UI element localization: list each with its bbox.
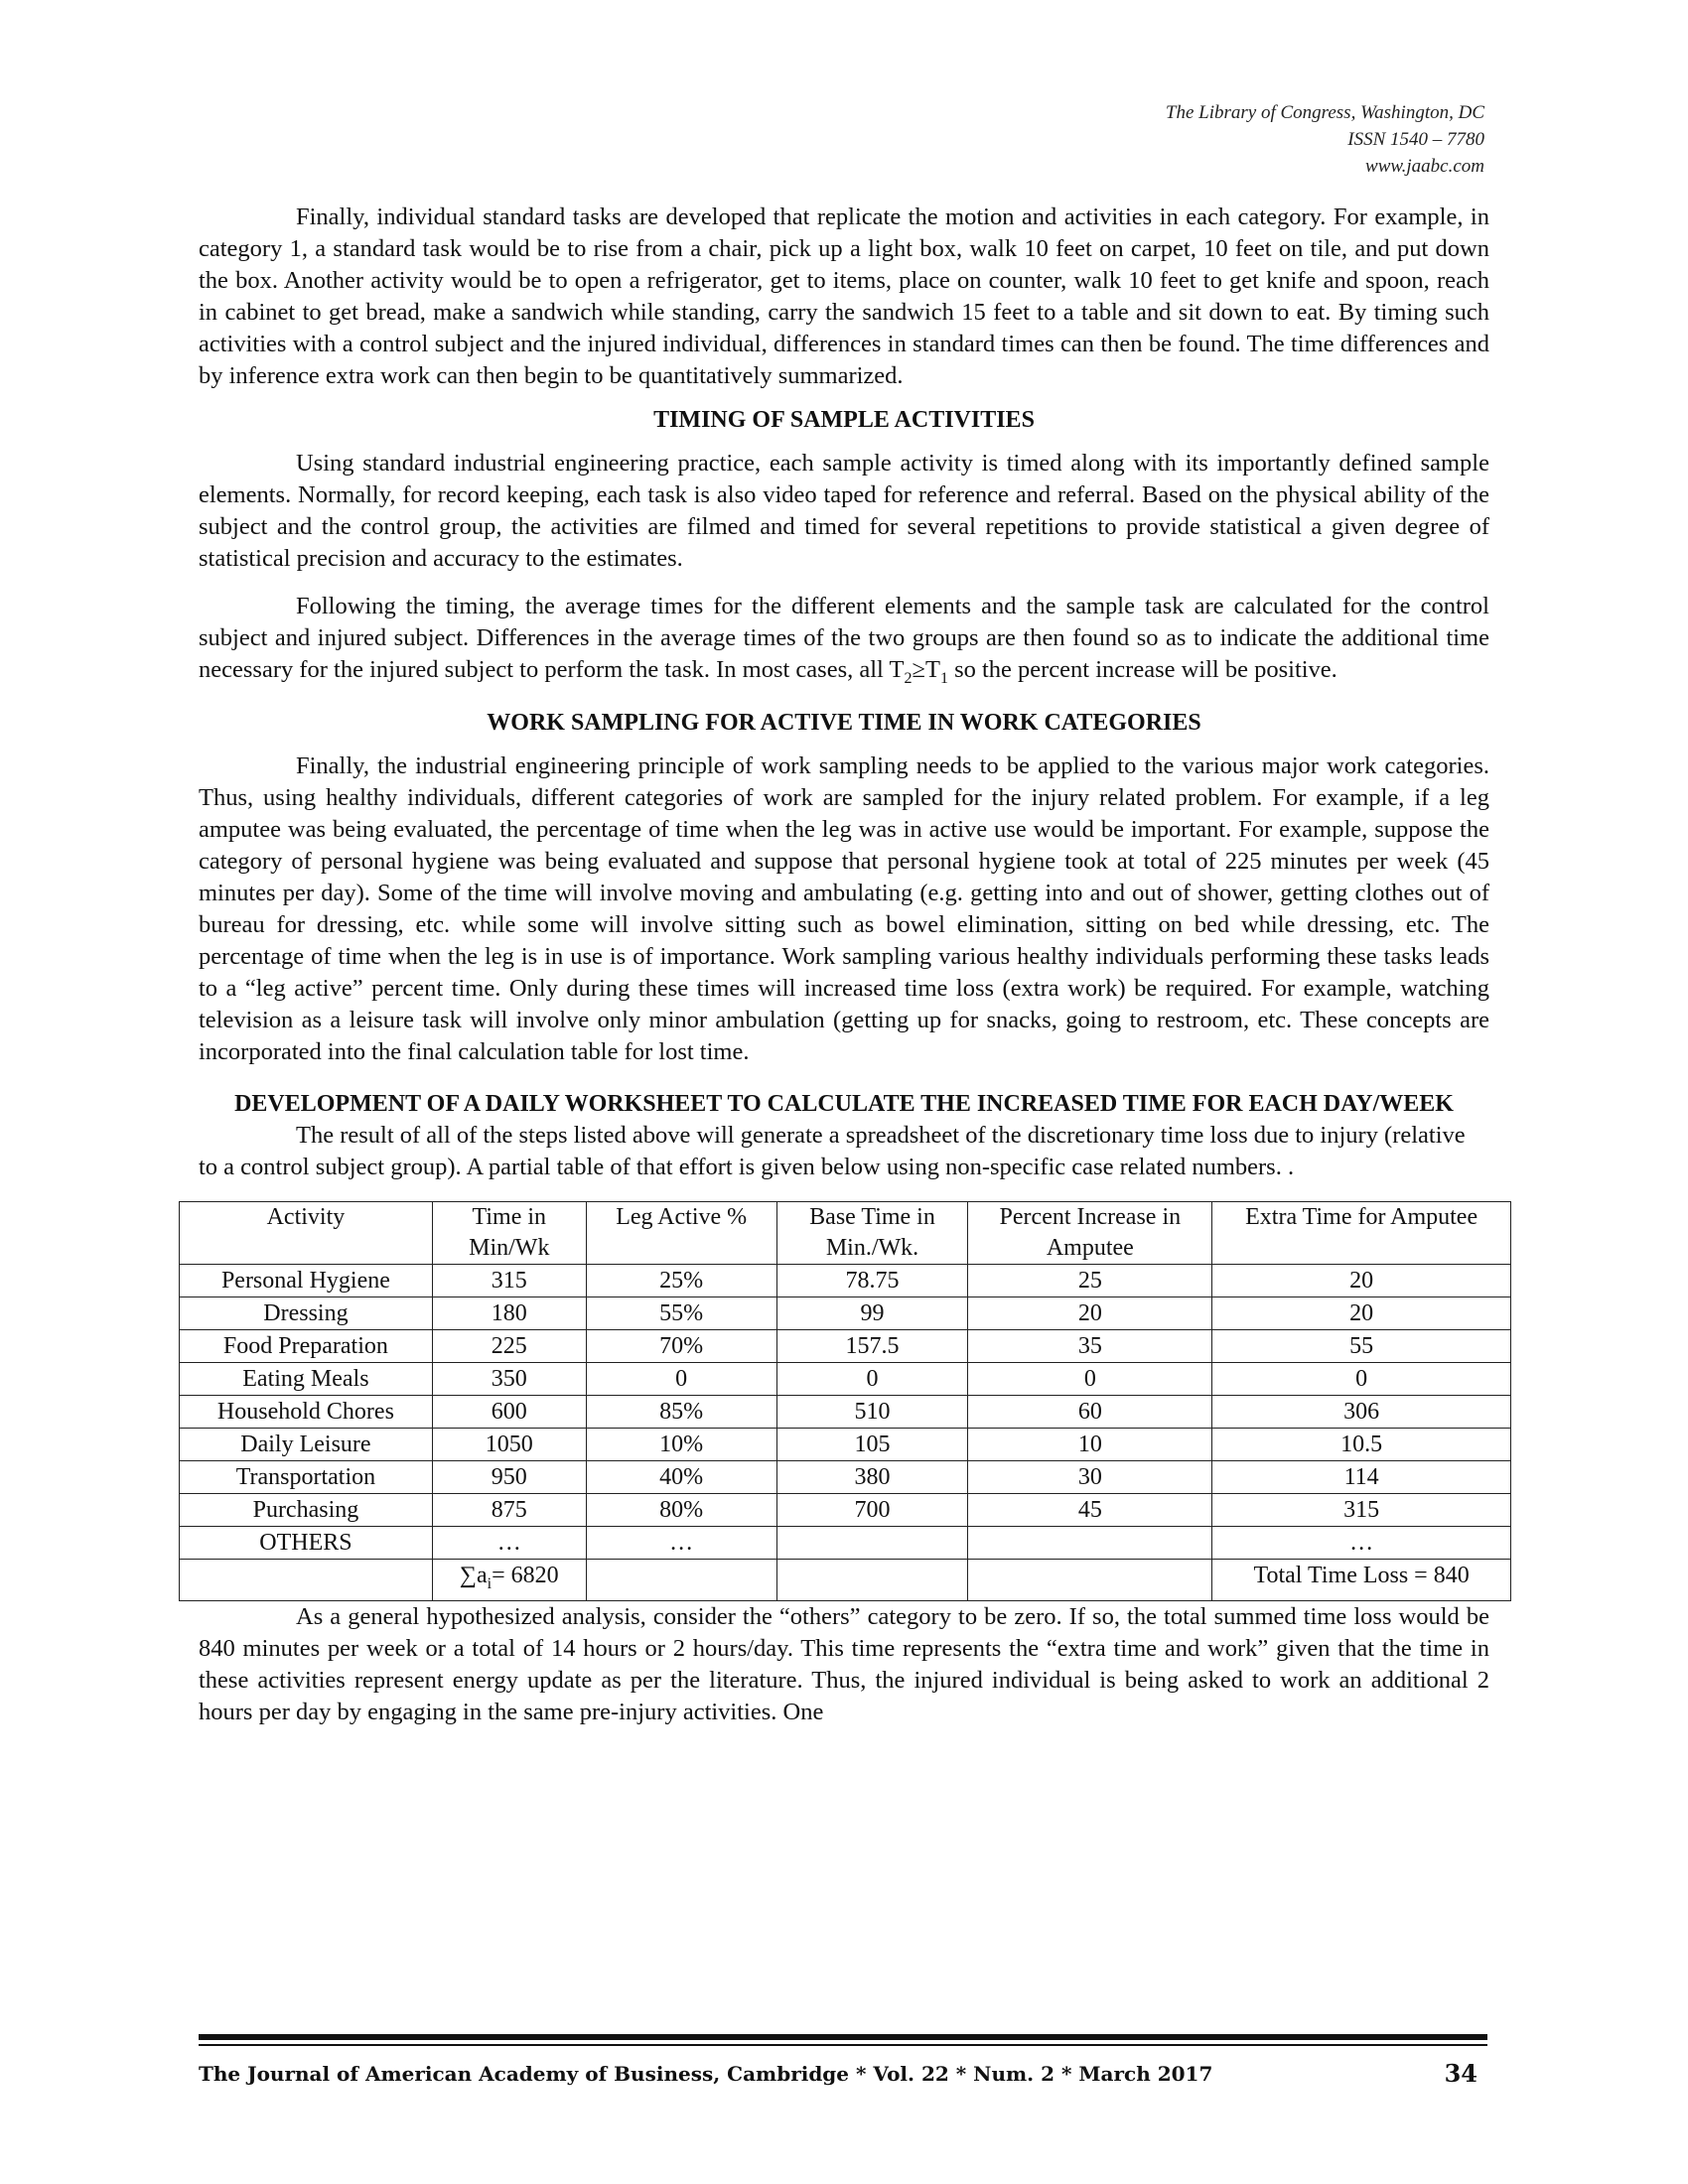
paragraph-timing-practice: Using standard industrial engineering practice, each sample activity is timed along with its importantly defined sample elements. Normally, for record keeping, each task is also video taped for reference and referral. Based on the physical ability of the subject and the control group, the activities are filmed and timed for several repetitions to provide statistical a given degree of statistical precision and accuracy to the estimates.: [199, 450, 1489, 572]
cell-percent-increase: 30: [968, 1460, 1212, 1493]
p3-ge: ≥T: [912, 656, 940, 683]
cell-time: 225: [432, 1329, 586, 1362]
heading-timing: TIMING OF SAMPLE ACTIVITIES: [653, 407, 1035, 433]
table-row: [180, 1395, 1511, 1428]
cell-extra-time: 306: [1212, 1395, 1511, 1428]
cell-time: 1050: [432, 1428, 586, 1460]
column-header-time: Time in Min/Wk: [432, 1201, 586, 1264]
paragraph-standard-tasks: Finally, individual standard tasks are developed that replicate the motion and activities in each category. For example, in category 1, a standard task would be to rise from a chair, pick up a light box, walk 10 feet on carpet, 10 feet on tile, and put down the box. Another activity would be to open a refrigerator, get to items, place on counter, walk 10 feet to get knife and spoon, reach in cabinet to get bread, make a sandwich while standing, carry the sandwich 15 feet to a table and sit down to eat. By timing such activities with a control subject and the injured individual, differences in standard times can then be found. The time differences and by inference extra work can then begin to be quantitatively summarized.: [199, 204, 1489, 389]
cell-leg-active: 0: [586, 1362, 776, 1395]
cell-percent-increase: 35: [968, 1329, 1212, 1362]
cell-extra-time: 20: [1212, 1264, 1511, 1297]
cell-extra-time: 20: [1212, 1297, 1511, 1329]
cell-total-pct: [968, 1559, 1212, 1600]
cell-base-time: 700: [776, 1493, 968, 1526]
footer-journal-citation: The Journal of American Academy of Business, Cambridge * Vol. 22 * Num. 2 * March 2017: [199, 2062, 1213, 2086]
cell-base-time: 99: [776, 1297, 968, 1329]
sum-subscript: i: [487, 1574, 492, 1592]
table-row: [180, 1264, 1511, 1297]
header-issn: ISSN 1540 – 7780: [1347, 129, 1484, 150]
p3-t2: T: [889, 656, 905, 683]
cell-time: 875: [432, 1493, 586, 1526]
cell-percent-increase: 10: [968, 1428, 1212, 1460]
cell-base-time: 78.75: [776, 1264, 968, 1297]
heading-work-sampling: WORK SAMPLING FOR ACTIVE TIME IN WORK CATEGORIES: [487, 709, 1201, 736]
table-row: [180, 1362, 1511, 1395]
cell-activity: Daily Leisure: [180, 1428, 433, 1460]
column-header-percent-increase: Percent Increase in Amputee: [968, 1201, 1212, 1264]
cell-total-activity: [180, 1559, 433, 1600]
cell-extra-time: 10.5: [1212, 1428, 1511, 1460]
p3-sub1: 1: [939, 669, 948, 687]
cell-base-time: [776, 1526, 968, 1559]
cell-total-time-loss: Total Time Loss = 840: [1212, 1559, 1511, 1600]
cell-leg-active: 10%: [586, 1428, 776, 1460]
cell-extra-time: …: [1212, 1526, 1511, 1559]
cell-leg-active: 70%: [586, 1329, 776, 1362]
p3-text-after: so the percent increase will be positive.: [947, 656, 1337, 683]
article-body: [199, 202, 1489, 1728]
table-row: [180, 1493, 1511, 1526]
cell-leg-active: 25%: [586, 1264, 776, 1297]
paragraph-spreadsheet-intro: The result of all of the steps listed above will generate a spreadsheet of the discretionary time loss due to injury (relative to a control subject group). A partial table of that effort is given below using non-specific case related numbers. .: [199, 1121, 1466, 1180]
cell-extra-time: 0: [1212, 1362, 1511, 1395]
cell-percent-increase: 0: [968, 1362, 1212, 1395]
cell-percent-increase: 45: [968, 1493, 1212, 1526]
cell-activity: Transportation: [180, 1460, 433, 1493]
cell-leg-active: …: [586, 1526, 776, 1559]
cell-leg-active: 40%: [586, 1460, 776, 1493]
table-row: [180, 1428, 1511, 1460]
p3-text-before: Following the timing, the average times for the different elements and the sample task are calculated for the control subject and injured subject. Differences in the average times of the two groups are then found so as to indicate the additional time necessary for the injured subject to perform the task. In most cases, all: [199, 593, 1489, 683]
cell-base-time: 105: [776, 1428, 968, 1460]
cell-time: 350: [432, 1362, 586, 1395]
cell-extra-time: 315: [1212, 1493, 1511, 1526]
sum-value: = 6820: [492, 1562, 559, 1588]
table-row: [180, 1526, 1511, 1559]
paragraph-average-times: [199, 591, 1489, 695]
running-header: [1166, 99, 1484, 180]
cell-base-time: 0: [776, 1362, 968, 1395]
cell-extra-time: 55: [1212, 1329, 1511, 1362]
cell-activity: OTHERS: [180, 1526, 433, 1559]
table-total-row: [180, 1559, 1511, 1600]
cell-activity: Personal Hygiene: [180, 1264, 433, 1297]
cell-activity: Eating Meals: [180, 1362, 433, 1395]
column-header-leg-active: Leg Active %: [586, 1201, 776, 1264]
table-row: [180, 1297, 1511, 1329]
table-row: [180, 1460, 1511, 1493]
sum-prefix: ∑a: [459, 1562, 488, 1588]
cell-percent-increase: [968, 1526, 1212, 1559]
p3-sub2: 2: [904, 669, 913, 687]
cell-percent-increase: 20: [968, 1297, 1212, 1329]
cell-time: 180: [432, 1297, 586, 1329]
header-library: The Library of Congress, Washington, DC: [1165, 102, 1484, 123]
cell-activity: Food Preparation: [180, 1329, 433, 1362]
cell-activity: Dressing: [180, 1297, 433, 1329]
table-header-row: [180, 1201, 1511, 1264]
column-header-activity: Activity: [180, 1201, 433, 1264]
cell-base-time: 157.5: [776, 1329, 968, 1362]
cell-activity: Purchasing: [180, 1493, 433, 1526]
cell-base-time: 380: [776, 1460, 968, 1493]
cell-percent-increase: 25: [968, 1264, 1212, 1297]
cell-time: 600: [432, 1395, 586, 1428]
column-header-base-time: Base Time in Min./Wk.: [776, 1201, 968, 1264]
header-website: www.jaabc.com: [1365, 156, 1484, 177]
cell-time: …: [432, 1526, 586, 1559]
footer-divider-thick: [199, 2034, 1487, 2040]
cell-time: 315: [432, 1264, 586, 1297]
cell-extra-time: 114: [1212, 1460, 1511, 1493]
cell-total-sum: [432, 1559, 586, 1600]
cell-leg-active: 85%: [586, 1395, 776, 1428]
cell-time: 950: [432, 1460, 586, 1493]
heading-daily-worksheet: DEVELOPMENT OF A DAILY WORKSHEET TO CALCULATE THE INCREASED TIME FOR EACH DAY/WEEK: [234, 1090, 1454, 1117]
table-row: [180, 1329, 1511, 1362]
paragraph-hypothesized-analysis: As a general hypothesized analysis, consider the “others” category to be zero. If so, the total summed time loss would be 840 minutes per week or a total of 14 hours or 2 hours/day. This time represents the “extra time and work” given that the time in these activities represent energy update as per the literature. Thus, the injured individual is being asked to work an additional 2 hours per day by engaging in the same pre-injury activities. One: [199, 1602, 1489, 1725]
time-loss-table: [179, 1201, 1511, 1601]
cell-leg-active: 80%: [586, 1493, 776, 1526]
column-header-extra-time: Extra Time for Amputee: [1212, 1201, 1511, 1264]
cell-leg-active: 55%: [586, 1297, 776, 1329]
footer-divider-thin: [199, 2044, 1487, 2046]
cell-total-leg: [586, 1559, 776, 1600]
page-number: 34: [1444, 2059, 1477, 2088]
cell-base-time: 510: [776, 1395, 968, 1428]
cell-total-base: [776, 1559, 968, 1600]
cell-activity: Household Chores: [180, 1395, 433, 1428]
paragraph-work-sampling: Finally, the industrial engineering principle of work sampling needs to be applied to the various major work categories. Thus, using healthy individuals, different categories of work are sampled for the injury related problem. For example, if a leg amputee was being evaluated, the percentage of time when the leg was in active use would be important. For example, suppose the category of personal hygiene was being evaluated and suppose that personal hygiene took at total of 225 minutes per week (45 minutes per day). Some of the time will involve moving and ambulating (e.g. getting into and out of shower, getting clothes out of bureau for dressing, etc. while some will involve sitting such as bowel elimination, sitting on bed while dressing, etc. The percentage of time when the leg is in use is of importance. Work sampling various healthy individuals performing these tasks leads to a “leg active” percent time. Only during these times will increased time loss (extra work) be required. For example, watching television as a leisure task will involve only minor ambulation (getting up for snacks, going to restroom, etc. These concepts are incorporated into the final calculation table for lost time.: [199, 751, 1489, 1065]
cell-percent-increase: 60: [968, 1395, 1212, 1428]
